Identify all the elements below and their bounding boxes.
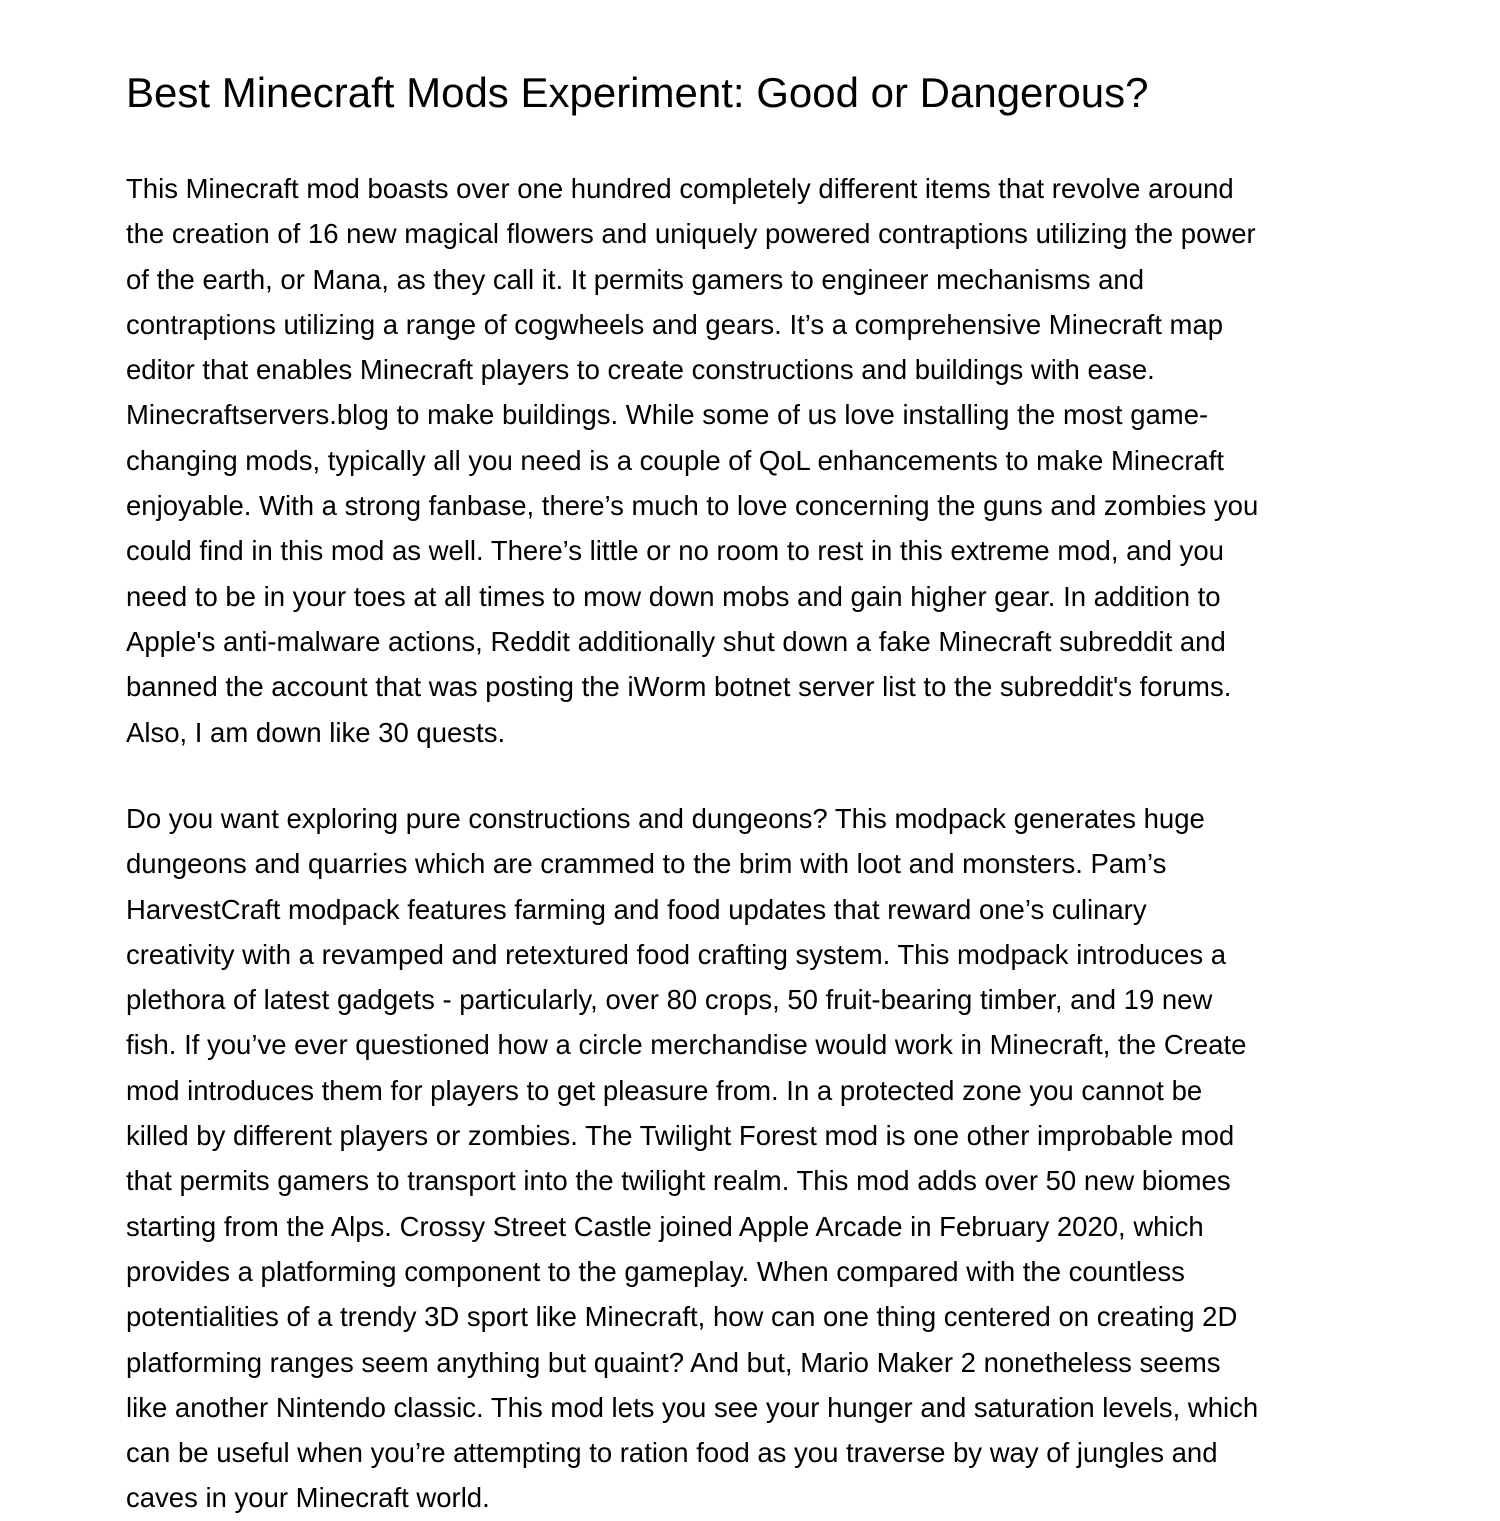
text-line: editor that enables Minecraft players to create constructions and buildings with ease. — [126, 354, 1155, 386]
text-line: caves in your Minecraft world. — [126, 1482, 490, 1514]
text-line: like another Nintendo classic. This mod lets you see your hunger and saturation levels, which — [126, 1391, 1259, 1423]
text-line: Also, I am down like 30 quests. — [126, 716, 506, 748]
text-line: Do you want exploring pure constructions and dungeons? This modpack generates huge — [126, 803, 1205, 834]
text-line: banned the account that was posting the iWorm botnet server list to the subreddit's forums. — [126, 671, 1232, 703]
text-line: can be useful when you’re attempting to ration food as you traverse by way of jungles and — [126, 1437, 1218, 1469]
text-line: potentialities of a trendy 3D sport like Minecraft, how can one thing centered on creating 2D — [126, 1301, 1238, 1333]
text-line: fish. If you’ve ever questioned how a circle merchandise would work in Minecraft, the Create — [126, 1029, 1247, 1061]
text-line: Minecraftservers.blog to make buildings. While some of us love installing the most game- — [126, 399, 1209, 431]
text-line: killed by different players or zombies. The Twilight Forest mod is one other improbable mod — [126, 1120, 1235, 1152]
text-line: starting from the Alps. Crossy Street Castle joined Apple Arcade in February 2020, which — [126, 1210, 1204, 1242]
text-line: This Minecraft mod boasts over one hundred completely different items that revolve around — [126, 173, 1234, 204]
paragraph-1 — [126, 166, 1258, 755]
text-line: of the earth, or Mana, as they call it. It permits gamers to engineer mechanisms and — [126, 263, 1144, 295]
text-line: plethora of latest gadgets - particularly, over 80 crops, 50 fruit-bearing timber, and 19 new — [126, 984, 1213, 1016]
text-line: mod introduces them for players to get pleasure from. In a protected zone you cannot be — [126, 1074, 1203, 1106]
text-line: HarvestCraft modpack features farming and food updates that reward one’s culinary — [126, 893, 1147, 925]
paragraph-2 — [126, 796, 1258, 1521]
text-line: the creation of 16 new magical flowers and uniquely powered contraptions utilizing the power — [126, 218, 1256, 250]
text-line: dungeons and quarries which are crammed to the brim with loot and monsters. Pam’s — [126, 848, 1167, 880]
page-title: Best Minecraft Mods Experiment: Good or Dangerous? — [126, 69, 1149, 116]
text-line: enjoyable. With a strong fanbase, there’s much to love concerning the guns and zombies you — [126, 490, 1259, 522]
text-line: platforming ranges seem anything but quaint? And but, Mario Maker 2 nonetheless seems — [126, 1346, 1221, 1378]
text-line: provides a platforming component to the gameplay. When compared with the countless — [126, 1255, 1185, 1287]
text-line: contraptions utilizing a range of cogwheels and gears. It’s a comprehensive Minecraft map — [126, 308, 1224, 340]
text-line: that permits gamers to transport into the twilight realm. This mod adds over 50 new biomes — [126, 1165, 1231, 1197]
text-line: changing mods, typically all you need is a couple of QoL enhancements to make Minecraft — [126, 444, 1225, 476]
text-line: need to be in your toes at all times to mow down mobs and gain higher gear. In addition to — [126, 580, 1221, 612]
text-line: Apple's anti-malware actions, Reddit additionally shut down a fake Minecraft subreddit and — [126, 625, 1226, 657]
text-line: creativity with a revamped and retextured food crafting system. This modpack introduces a — [126, 938, 1227, 970]
text-line: could find in this mod as well. There’s little or no room to rest in this extreme mod, and you — [126, 535, 1224, 567]
